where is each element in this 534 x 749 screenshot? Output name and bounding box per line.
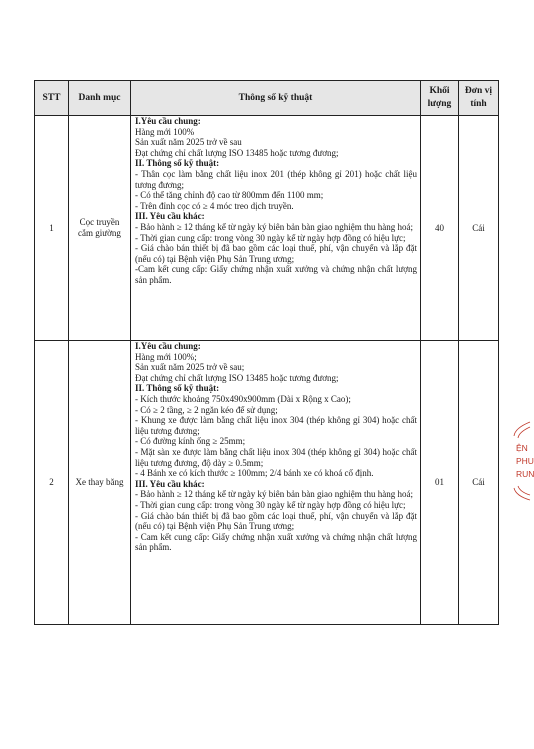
spec-line: - Khung xe được làm bằng chất liệu inox 304 (thép không gỉ 304) hoặc chất liệu tương đương; (135, 415, 417, 436)
spec-line: - Có ≥ 2 tầng, ≥ 2 ngăn kéo để sử dụng; (135, 404, 278, 415)
spec-line: -Cam kết cung cấp: Giấy chứng nhận xuất xưởng và chứng nhận chất lượng sản phẩm. (135, 264, 417, 285)
spec-line: - Giá chào bán thiết bị đã bao gồm các loại thuế, phí, vận chuyển và lắp đặt (nếu có) tại Bệnh viện Phụ Sản Trung ương; (135, 243, 417, 264)
spec-line: - 4 Bánh xe có kích thước ≥ 100mm; 2/4 bánh xe có khoá cố định. (135, 468, 374, 479)
table-row (35, 341, 499, 625)
row-specs (131, 116, 421, 341)
row-unit: Cái (459, 116, 499, 341)
row-unit: Cái (459, 341, 499, 625)
row-specs (131, 341, 421, 625)
spec-line: - Có thể tăng chỉnh độ cao từ 800mm đến 1100 mm; (135, 190, 324, 201)
spec-line: - Mặt sàn xe được làm bằng chất liệu inox 304 (thép không gỉ 304) hoặc chất liệu tương đương, độ dày ≥ 0.5mm; (135, 446, 417, 468)
table-header-row (35, 81, 499, 116)
stamp-text: ỆN (516, 443, 528, 453)
header-category: Danh mục (69, 81, 131, 116)
spec-line: Sản xuất năm 2025 trở về sau (135, 137, 242, 148)
technical-spec-table (34, 80, 499, 625)
stamp-text: RUN (516, 469, 534, 479)
spec-section-heading: I.Yêu cầu chung: (135, 341, 201, 351)
stamp-text: PHU (516, 456, 534, 466)
spec-line: - Thời gian cung cấp: trong vòng 30 ngày kể từ ngày hợp đồng có hiệu lực; (135, 499, 406, 510)
hospital-stamp-fragment (512, 418, 534, 504)
row-category: Xe thay băng (69, 341, 131, 625)
spec-line: - Cam kết cung cấp: Giấy chứng nhận xuất xưởng và chứng nhận chất lượng sản phẩm. (135, 531, 417, 553)
spec-line: - Giá chào bán thiết bị đã bao gồm các loại thuế, phí, vận chuyển và lắp đặt (nếu có) tại Bệnh viện Phụ Sản Trung ương; (135, 510, 417, 532)
row-stt: 2 (35, 341, 69, 625)
spec-line: - Thời gian cung cấp: trong vòng 30 ngày kể từ ngày hợp đồng có hiệu lực; (135, 232, 406, 243)
spec-line: Sản xuất năm 2025 trở về sau; (135, 362, 245, 373)
spec-section-heading: III. Yêu cầu khác: (135, 211, 205, 222)
spec-section-heading: II. Thông số kỹ thuật: (135, 383, 220, 394)
table-row (35, 116, 499, 341)
header-unit: Đơn vị tính (459, 81, 499, 116)
row-quantity: 01 (421, 341, 459, 625)
spec-line: - Trên đỉnh cọc có ≥ 4 móc treo dịch truyền. (135, 200, 294, 211)
header-specs: Thông số kỹ thuật (131, 81, 421, 116)
spec-section-heading: II. Thông số kỹ thuật: (135, 158, 220, 169)
spec-line: - Bảo hành ≥ 12 tháng kể từ ngày ký biên bản bàn giao nghiệm thu hàng hoá; (135, 489, 414, 500)
spec-line: - Kích thước khoảng 750x490x900mm (Dài x Rộng x Cao); (135, 393, 351, 404)
spec-line: Hàng mới 100%; (135, 351, 197, 362)
spec-line: - Có đường kính ống ≥ 25mm; (135, 436, 246, 447)
spec-line: Đạt chứng chỉ chất lượng ISO 13485 hoặc tương đương; (135, 372, 339, 383)
spec-line: - Thân cọc làm bằng chất liệu inox 201 (thép không gỉ 201) hoặc chất liệu tương đương; (135, 168, 417, 190)
spec-section-heading: I.Yêu cầu chung: (135, 116, 201, 126)
spec-line: Hàng mới 100% (135, 126, 195, 137)
header-quantity: Khối lượng (421, 81, 459, 116)
spec-line: Đạt chứng chỉ chất lượng ISO 13485 hoặc tương đương; (135, 147, 339, 158)
spec-line: - Bảo hành ≥ 12 tháng kể từ ngày ký biên bản bàn giao nghiệm thu hàng hoá; (135, 221, 414, 232)
row-quantity: 40 (421, 116, 459, 341)
header-stt: STT (35, 81, 69, 116)
row-category: Cọc truyền cắm giường (69, 116, 131, 341)
spec-section-heading: III. Yêu cầu khác: (135, 478, 205, 489)
row-stt: 1 (35, 116, 69, 341)
